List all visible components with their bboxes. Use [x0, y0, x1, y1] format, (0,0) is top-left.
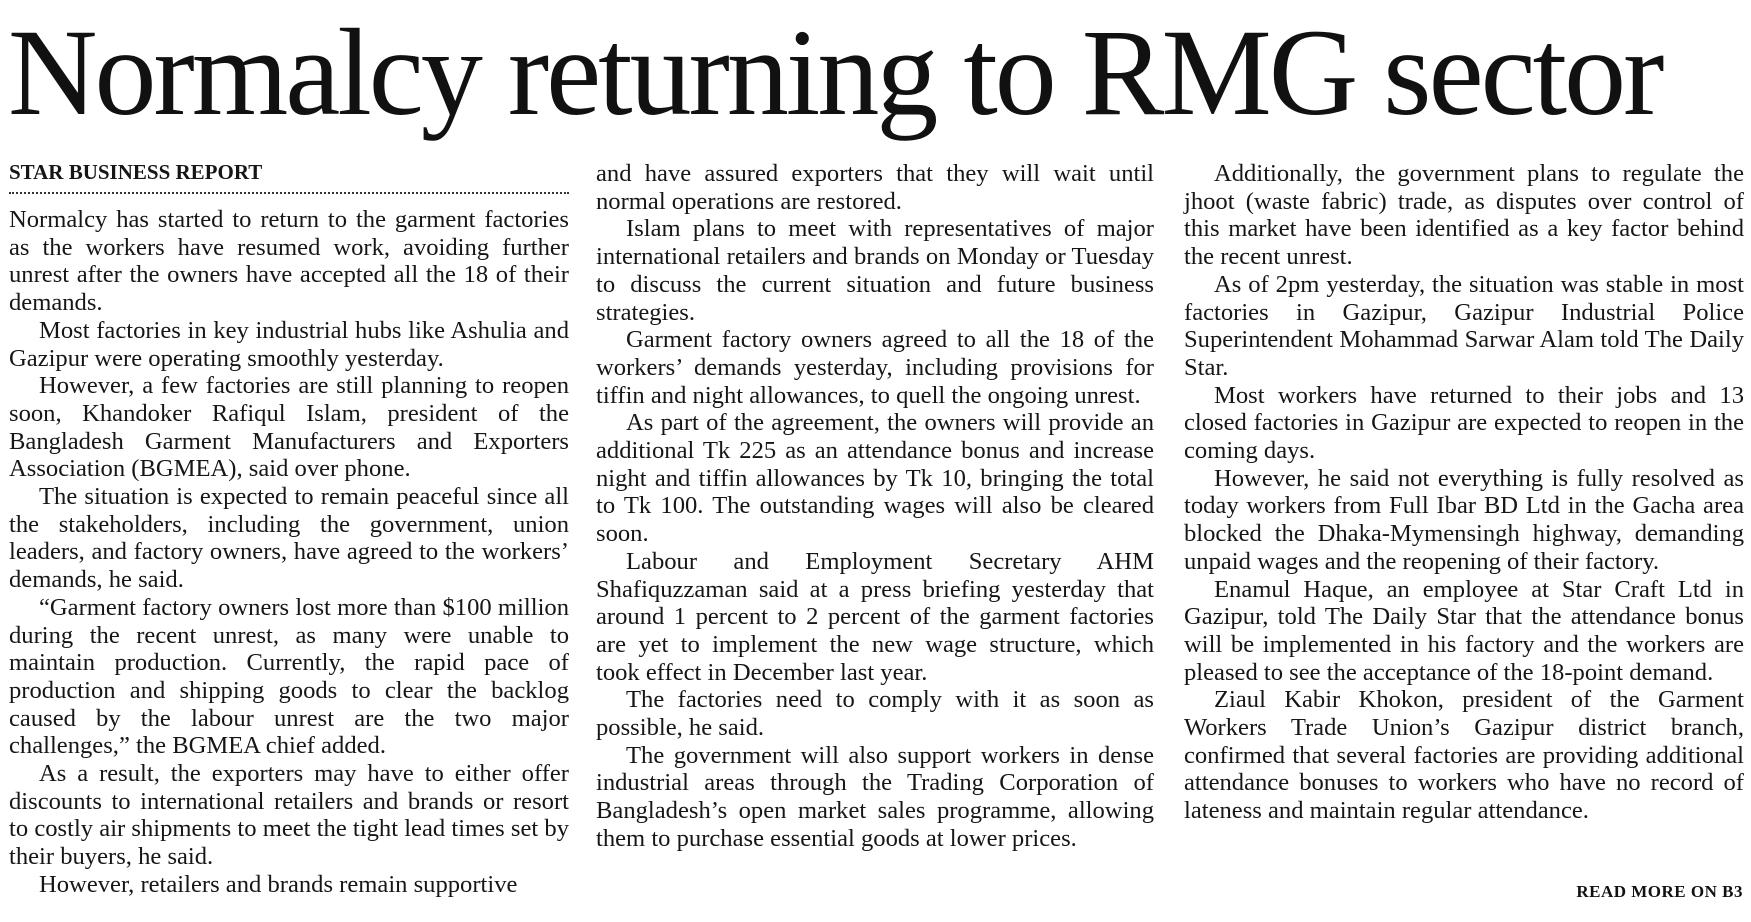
paragraph: However, he said not everything is fully resolved as today workers from Full Ibar BD Ltd in the Gacha area blocked the Dhaka-Mymensingh highway, demanding unpaid wages and the reopening of their factory. — [1184, 464, 1744, 575]
paragraph: The government will also support workers in dense industrial areas through the Trading Corporation of Bangladesh’s open market sales programme, allowing them to purchase essential goods at lower prices. — [596, 741, 1154, 852]
paragraph: Additionally, the government plans to regulate the jhoot (waste fabric) trade, as disputes over control of this market have been identified as a key factor behind the recent unrest. — [1184, 160, 1744, 271]
paragraph: As of 2pm yesterday, the situation was stable in most factories in Gazipur, Gazipur Industrial Police Superintendent Mohammad Sarwar Alam told The Daily Star. — [1184, 270, 1744, 381]
article-column-3 — [1184, 160, 1744, 825]
paragraph: However, a few factories are still planning to reopen soon, Khandoker Rafiqul Islam, president of the Bangladesh Garment Manufacturers and Exporters Association (BGMEA), said over phone. — [9, 372, 569, 483]
paragraph: Labour and Employment Secretary AHM Shafiquzzaman said at a press briefing yesterday that around 1 percent to 2 percent of the garment factories are yet to implement the new wage structure, which took effect in December last year. — [596, 547, 1154, 686]
paragraph: Islam plans to meet with representatives of major international retailers and brands on Monday or Tuesday to discuss the current situation and future business strategies. — [596, 215, 1154, 326]
read-more-link[interactable]: READ MORE ON B3 — [1576, 882, 1743, 901]
paragraph: The factories need to comply with it as soon as possible, he said. — [596, 686, 1154, 742]
paragraph: Most factories in key industrial hubs like Ashulia and Gazipur were operating smoothly yesterday. — [9, 316, 569, 372]
paragraph: As part of the agreement, the owners will provide an additional Tk 225 as an attendance bonus and increase night and tiffin allowances by Tk 10, bringing the total to Tk 100. The outstanding wages will also be cleared soon. — [596, 409, 1154, 548]
paragraph: The situation is expected to remain peaceful since all the stakeholders, including the government, union leaders, and factory owners, have agreed to the workers’ demands, he said. — [9, 483, 569, 594]
headline: Normalcy returning to RMG sector — [8, 4, 1662, 141]
paragraph: Garment factory owners agreed to all the 18 of the workers’ demands yesterday, including provisions for tiffin and night allowances, to quell the ongoing unrest. — [596, 326, 1154, 409]
paragraph: Normalcy has started to return to the garment factories as the workers have resumed work, avoiding further unrest after the owners have accepted all the 18 of their demands. — [9, 206, 569, 317]
paragraph: As a result, the exporters may have to either offer discounts to international retailers and brands or resort to costly air shipments to meet the tight lead times set by their buyers, he said. — [9, 760, 569, 871]
article-column-1 — [9, 160, 569, 899]
paragraph: “Garment factory owners lost more than $100 million during the recent unrest, as many were unable to maintain production. Currently, the rapid pace of production and shipping goods to clear the backlog caused by the labour unrest are the two major challenges,” the BGMEA chief added. — [9, 593, 569, 760]
paragraph: However, retailers and brands remain supportive — [39, 870, 518, 898]
byline: STAR BUSINESS REPORT — [9, 160, 569, 194]
paragraph: Most workers have returned to their jobs and 13 closed factories in Gazipur are expected to reopen in the coming days. — [1184, 381, 1744, 465]
article-column-2 — [596, 160, 1154, 853]
paragraph: Enamul Haque, an employee at Star Craft Ltd in Gazipur, told The Daily Star that the attendance bonus will be implemented in his factory and the workers are pleased to see the acceptance of the 18-point demand. — [1184, 575, 1744, 686]
paragraph: and have assured exporters that they will wait until normal operations are restored. — [596, 160, 1154, 215]
paragraph: Ziaul Kabir Khokon, president of the Garment Workers Trade Union’s Gazipur district branch, confirmed that several factories are providing additional attendance bonuses to workers who have no record of lateness and maintain regular attendance. — [1184, 686, 1744, 825]
